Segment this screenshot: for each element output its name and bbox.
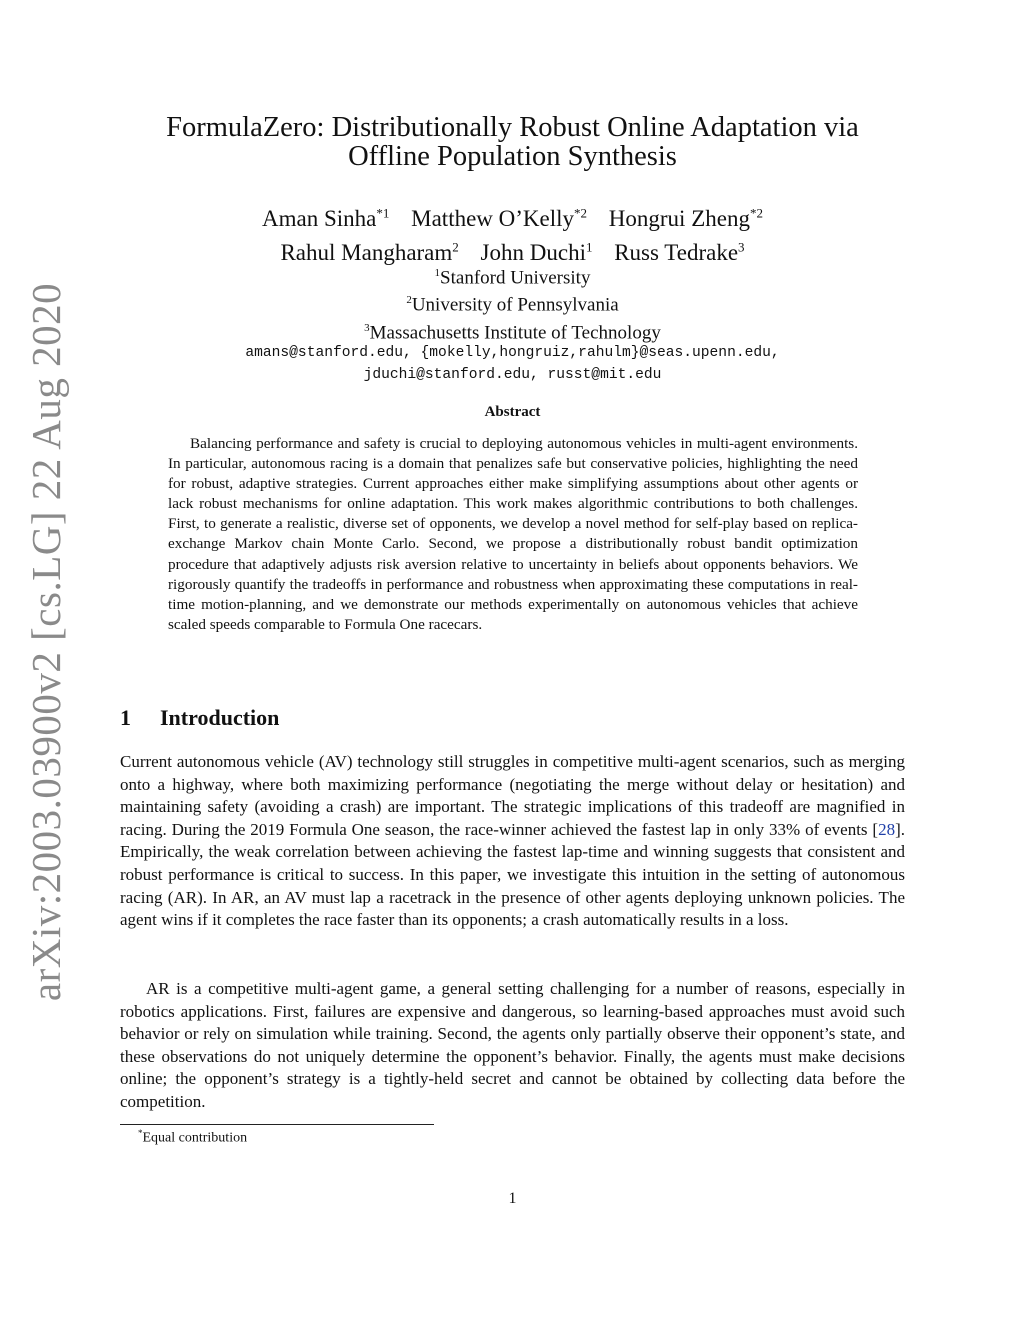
author-list — [120, 198, 905, 267]
intro-paragraph-2: AR is a competitive multi-agent game, a general setting challenging for a number of reasons, especially in robotics applications. First, failures are expensive and dangerous, so learning-based approaches must avoid such behavior or rely on simulation while training. Second, the agents only partially observe their opponent’s state, and these observations do not uniquely determine the opponent’s behavior. Finally, the agents must make decisions online; the opponent’s strategy is a tightly-held secret and cannot be obtained by collecting data before the competition. — [120, 979, 905, 1111]
title-line-2: Offline Population Synthesis — [348, 141, 677, 172]
citation-link[interactable]: 28 — [878, 819, 896, 839]
affiliation: $^1$Stanford University — [434, 267, 591, 289]
author-row-1 — [120, 198, 905, 233]
footnote — [138, 1128, 247, 1147]
footnote-text: Equal contribution — [142, 1130, 248, 1146]
author: Rahul Mangharam$^2$ — [280, 239, 459, 266]
abstract-text: Balancing performance and safety is crucial to deploying autonomous vehicles in multi-agent environments. In particular, autonomous racing is a domain that penalizes safe but conservative policies, highlighting the need for robust, adaptive strategies. Current approaches either make simplifying assumptions about other agents or lack robust mechanisms for online adaptation. This work makes algorithmic contributions to both challenges. First, to generate a realistic, diverse set of opponents, we develop a novel method for self-play based on replica-exchange Markov chain Monte Carlo. Second, we propose a distributionally robust bandit optimization procedure that adaptively adjusts risk aversion relative to uncertainty in beliefs about opponents behaviors. We rigorously quantify the tradeoffs in performance and robustness when approximating these computations in real-time motion-planning, and we demonstrate our methods experimentally on autonomous vehicles that achieve scaled speeds comparable to Formula One racecars. — [168, 435, 858, 633]
author: John Duchi$^1$ — [480, 239, 593, 266]
author: Russ Tedrake$^3$ — [614, 239, 745, 266]
arxiv-stamp — [24, 0, 68, 1325]
footnote-divider — [120, 1124, 434, 1125]
footnote-mark: * — [138, 1128, 143, 1138]
section-title: Introduction — [160, 705, 280, 730]
paper-title — [120, 113, 905, 171]
affiliation: $^2$University of Pennsylvania — [406, 294, 619, 316]
page-number: 1 — [508, 1190, 517, 1207]
author-emails — [120, 342, 905, 386]
affiliation-list — [120, 262, 905, 344]
author: Aman Sinha$^{*1}$ — [262, 205, 390, 231]
author: Hongrui Zheng$^{*2}$ — [608, 205, 763, 231]
section-number: 1 — [120, 705, 131, 730]
email-line-1[interactable]: amans@stanford.edu, {mokelly,hongruiz,rahulm}@seas.upenn.edu, — [245, 345, 780, 361]
author: Matthew O’Kelly$^{*2}$ — [411, 205, 588, 231]
arxiv-identifier[interactable]: arXiv:2003.03900v2 [cs.LG] 22 Aug 2020 — [23, 282, 69, 1002]
affiliation: $^3$Massachusetts Institute of Technology — [364, 321, 661, 343]
title-line-1: FormulaZero: Distributionally Robust Online Adaptation via — [166, 112, 859, 143]
email-line-2[interactable]: jduchi@stanford.edu, russt@mit.edu — [363, 367, 662, 383]
abstract-heading: Abstract — [484, 404, 541, 420]
intro-paragraph-1: Current autonomous vehicle (AV) technology still struggles in competitive multi-agent scenarios, such as merging onto a highway, where both maximizing performance (negotiating the merge without delay or hesitation) and maintaining safety (avoiding a crash) are important. The strategic implications of this tradeoff are magnified in racing. During the 2019 Formula One season, the race-winner achieved the fastest lap in only 33% of events [28]. Empirically, the weak correlation between achieving the fastest lap-time and winning suggests that consistent and robust performance is critical to success. In this paper, we investigate this intuition in the setting of autonomous racing (AR). In AR, an AV must lap a racetrack in the presence of other agents deploying unknown policies. The agent wins if it completes the race faster than its opponents; a crash automatically results in a loss. — [120, 752, 905, 930]
section-heading — [120, 705, 279, 731]
